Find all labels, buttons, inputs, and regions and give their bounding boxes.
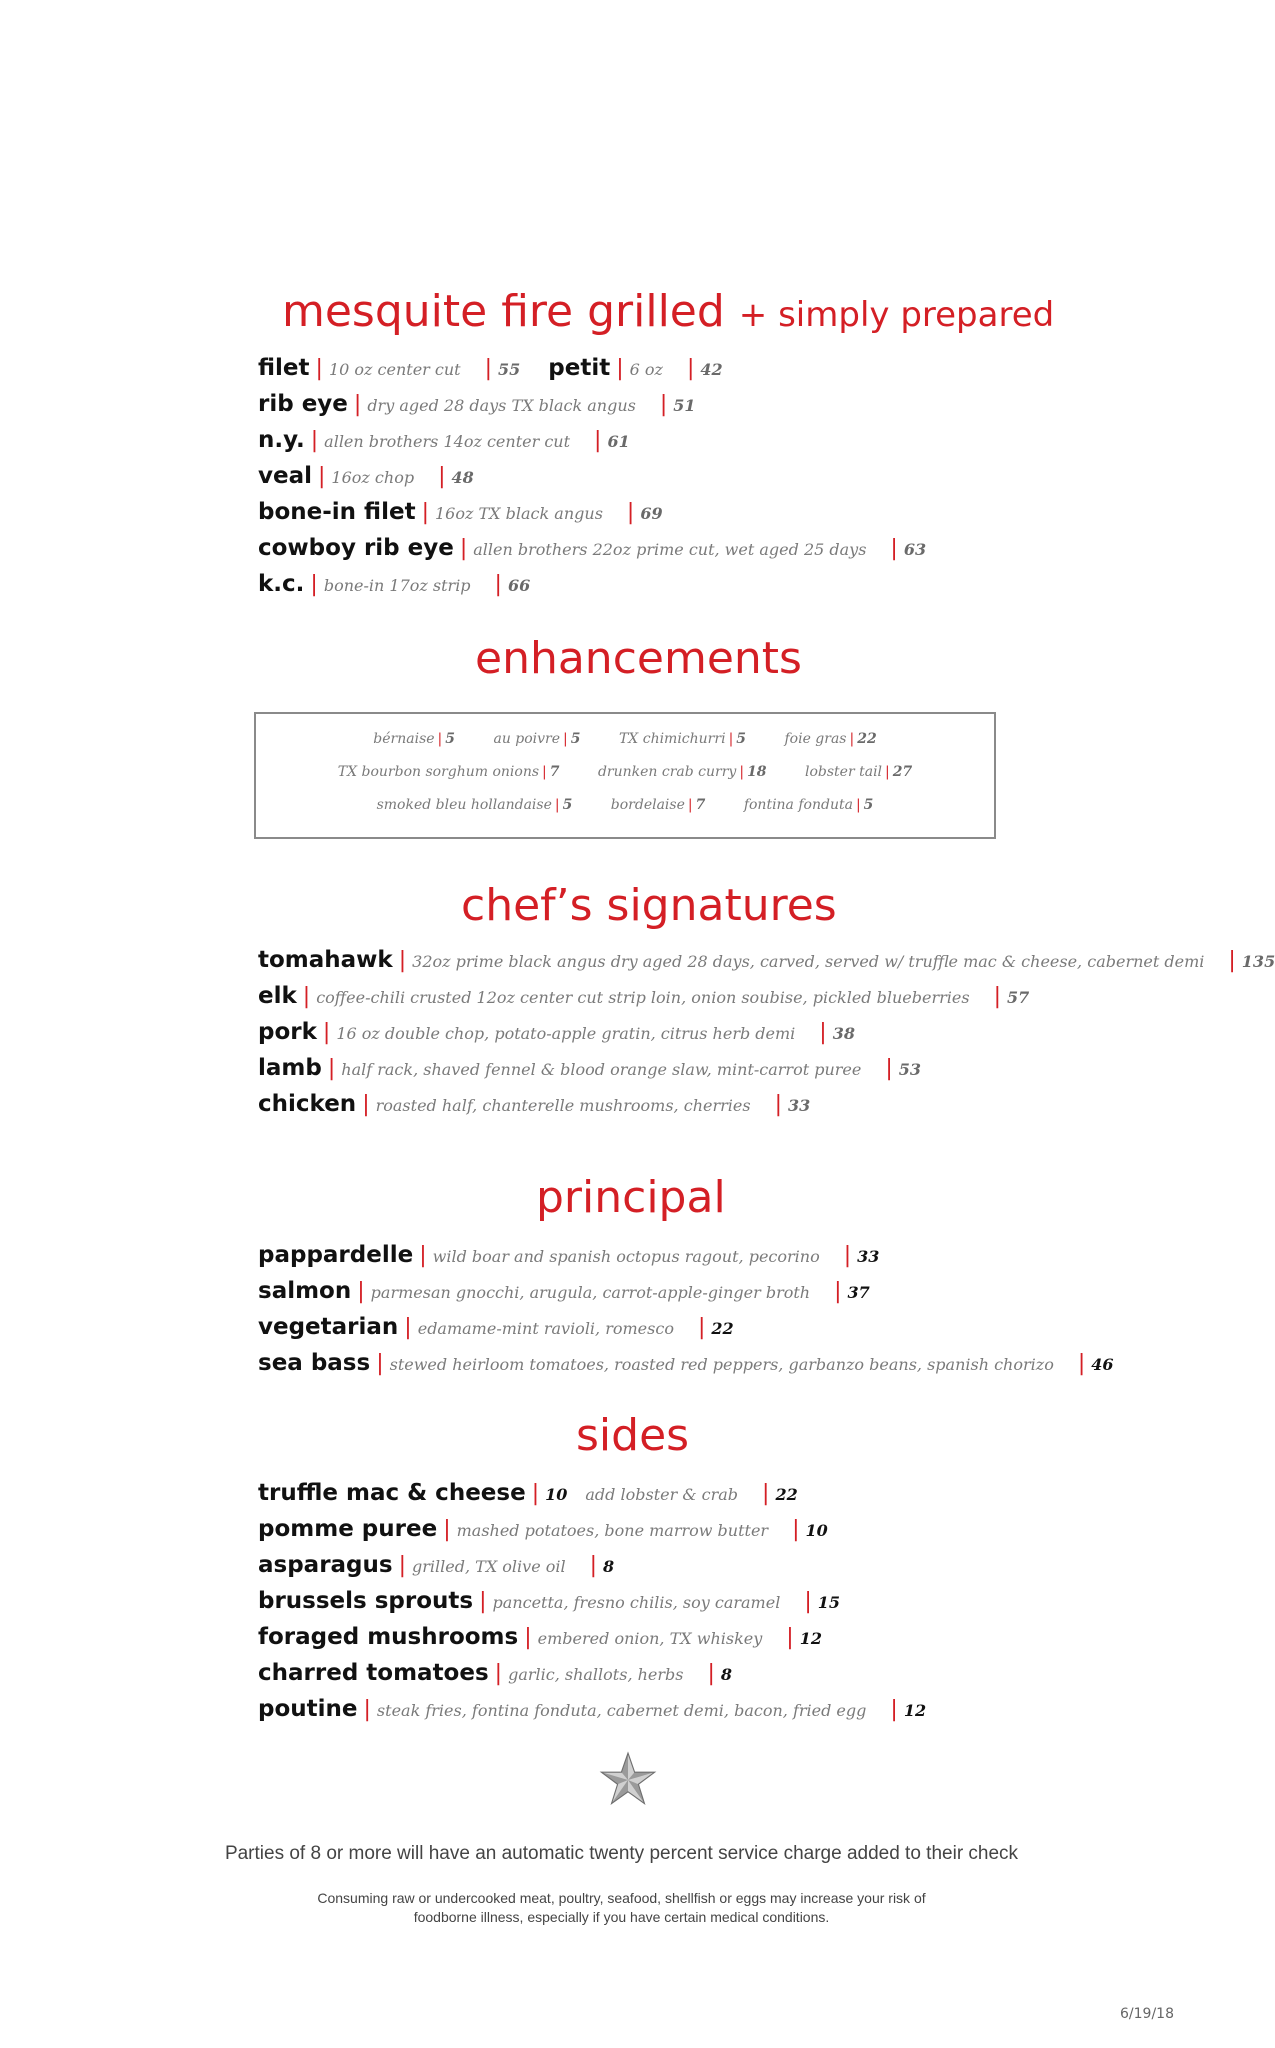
menu-item	[258, 494, 926, 530]
section-title-grilled	[282, 286, 1054, 337]
enhancement-price: 18	[747, 764, 767, 780]
menu-item	[258, 1086, 1275, 1122]
item-price: 12	[799, 1629, 822, 1648]
separator: |	[849, 731, 855, 747]
enhancement-item	[611, 797, 706, 813]
item-price: 10	[805, 1521, 828, 1540]
separator: |	[728, 731, 734, 747]
separator: |	[315, 356, 323, 381]
item-price: 46	[1091, 1355, 1114, 1374]
enhancements-row	[256, 764, 994, 780]
enhancements-row	[256, 797, 994, 813]
enhancement-item	[493, 731, 580, 747]
separator: |	[819, 1020, 827, 1045]
enhancements-row	[256, 731, 994, 747]
item-price: 33	[857, 1247, 880, 1266]
item-desc: steak fries, fontina fonduta, cabernet demi, bacon, fried egg	[376, 1701, 867, 1720]
section-title-signatures: chef’s signatures	[461, 880, 837, 931]
item-desc: 6 oz	[629, 360, 663, 379]
separator: |	[479, 1589, 487, 1614]
enhancement-name: au poivre	[493, 731, 561, 747]
separator: |	[1077, 1351, 1086, 1376]
menu-item	[258, 1511, 926, 1547]
separator: |	[363, 1697, 371, 1722]
separator: |	[398, 948, 407, 973]
item-desc: 32oz prime black angus dry aged 28 days, carved, served w/ truffle mac & cheese, cabernet demi	[412, 952, 1205, 971]
item-desc: bone-in 17oz strip	[323, 576, 471, 595]
item-name: vegetarian	[258, 1314, 399, 1340]
item-desc: stewed heirloom tomatoes, roasted red peppers, garbanzo beans, spanish chorizo	[389, 1355, 1054, 1374]
enhancement-price: 5	[445, 731, 456, 747]
enhancement-name: TX bourbon sorghum onions	[337, 764, 540, 780]
item-name: n.y.	[258, 427, 305, 453]
item-desc: dry aged 28 days TX black angus	[367, 396, 636, 415]
separator: |	[626, 500, 635, 525]
enhancement-price: 5	[570, 731, 581, 747]
menu-item	[258, 1050, 1275, 1086]
item-name: salmon	[258, 1278, 352, 1304]
item-name: veal	[258, 463, 312, 489]
separator: |	[792, 1517, 800, 1542]
item-name: k.c.	[258, 571, 305, 597]
item-price: 135	[1241, 952, 1275, 971]
enhancement-price: 5	[736, 731, 747, 747]
separator: |	[786, 1625, 794, 1650]
menu-item	[258, 530, 926, 566]
item-price: 33	[787, 1096, 811, 1115]
item-desc: roasted half, chanterelle mushrooms, cherries	[375, 1096, 751, 1115]
separator: |	[697, 1315, 706, 1340]
enhancement-item	[744, 797, 874, 813]
separator: |	[616, 356, 624, 381]
enhancement-name: bordelaise	[610, 797, 685, 813]
sides-list	[258, 1475, 926, 1727]
item-desc: half rack, shaved fennel & blood orange slaw, mint-carrot puree	[341, 1060, 862, 1079]
enhancements-box	[254, 712, 996, 839]
item-desc: 16 oz double chop, potato-apple gratin, citrus herb demi	[336, 1024, 796, 1043]
item-price: 10	[545, 1485, 568, 1504]
item-name: petit	[548, 355, 611, 381]
consumer-advisory-line: Consuming raw or undercooked meat, poultry, seafood, shellfish or eggs may increase your risk of	[317, 1890, 926, 1906]
item-name: brussels sprouts	[258, 1588, 474, 1614]
item-price: 22	[711, 1319, 734, 1338]
principal-list	[258, 1237, 1114, 1381]
item-name: truffle mac & cheese	[258, 1480, 526, 1506]
item-desc: pancetta, fresno chilis, soy caramel	[492, 1593, 781, 1612]
item-name: asparagus	[258, 1552, 393, 1578]
grilled-subtitle: + simply prepared	[738, 295, 1055, 335]
separator: |	[494, 1661, 503, 1686]
separator: |	[437, 731, 443, 747]
item-desc: allen brothers 14oz center cut	[324, 432, 571, 451]
separator: |	[594, 428, 602, 453]
menu-item	[258, 1273, 1114, 1309]
enhancement-item	[598, 764, 767, 780]
item-price: 61	[607, 432, 630, 451]
item-price: 37	[847, 1283, 870, 1302]
item-price: 12	[903, 1701, 927, 1720]
item-desc: wild boar and spanish octopus ragout, pecorino	[432, 1247, 820, 1266]
enhancement-price: 5	[863, 797, 874, 813]
enhancement-name: drunken crab curry	[597, 764, 737, 780]
menu-item	[258, 978, 1275, 1014]
enhancement-price: 27	[892, 764, 913, 780]
separator: |	[310, 572, 318, 597]
section-title-sides: sides	[576, 1410, 690, 1461]
item-price: 55	[498, 360, 521, 379]
enhancement-item	[377, 797, 573, 813]
item-name: pomme puree	[258, 1516, 438, 1542]
item-desc: 10 oz center cut	[328, 360, 461, 379]
separator: |	[484, 356, 493, 381]
separator: |	[890, 1697, 898, 1722]
separator: |	[855, 797, 861, 813]
item-price: 69	[640, 504, 663, 523]
separator: |	[443, 1517, 451, 1542]
item-price: 51	[673, 396, 696, 415]
item-name: pappardelle	[258, 1242, 414, 1268]
enhancement-item	[338, 764, 560, 780]
enhancement-name: fontina fonduta	[743, 797, 853, 813]
star-icon	[600, 1752, 656, 1808]
menu-item	[258, 458, 926, 494]
menu-item	[258, 942, 1275, 978]
enhancement-item	[784, 731, 876, 747]
separator: |	[357, 1279, 365, 1304]
menu-item	[258, 1237, 1114, 1273]
item-name: chicken	[258, 1091, 357, 1117]
menu-item	[258, 350, 926, 386]
item-name: foraged mushrooms	[258, 1624, 519, 1650]
enhancement-price: 7	[695, 797, 706, 813]
enhancement-name: lobster tail	[805, 764, 883, 780]
separator: |	[707, 1661, 715, 1686]
menu-date: 6/19/18	[1120, 2006, 1174, 2022]
separator: |	[322, 1020, 331, 1045]
separator: |	[419, 1243, 427, 1268]
separator: |	[362, 1092, 370, 1117]
item-name: filet	[258, 355, 310, 381]
item-name: pork	[258, 1019, 317, 1045]
item-price: 63	[903, 540, 927, 559]
item-desc: edamame-mint ravioli, romesco	[417, 1319, 674, 1338]
separator: |	[804, 1589, 812, 1614]
item-desc: parmesan gnocchi, arugula, carrot-apple-ginger broth	[370, 1283, 811, 1302]
item-name: elk	[258, 983, 297, 1009]
signatures-list	[258, 942, 1275, 1122]
separator: |	[376, 1351, 384, 1376]
menu-item	[258, 1475, 926, 1511]
enhancement-price: 5	[562, 797, 573, 813]
item-price: 48	[451, 468, 474, 487]
item-price: 22	[775, 1485, 798, 1504]
menu-item	[258, 386, 926, 422]
item-name: rib eye	[258, 391, 348, 417]
consumer-advisory	[0, 1889, 1243, 1927]
separator: |	[438, 464, 446, 489]
separator: |	[542, 764, 547, 780]
separator: |	[1228, 948, 1236, 973]
separator: |	[318, 464, 326, 489]
menu-item	[258, 1309, 1114, 1345]
enhancement-item	[619, 731, 746, 747]
menu-item	[258, 1547, 926, 1583]
service-charge-note: Parties of 8 or more will have an automatic twenty percent service charge added to their check	[224, 1843, 1019, 1864]
menu-item	[258, 1655, 926, 1691]
item-name: bone-in filet	[258, 499, 416, 525]
grilled-title: mesquite fire grilled	[282, 286, 725, 337]
item-price: 8	[603, 1557, 615, 1576]
separator: |	[885, 1056, 893, 1081]
menu-item	[258, 422, 926, 458]
item-name: poutine	[258, 1696, 358, 1722]
item-price: 15	[817, 1593, 840, 1612]
enhancement-name: bérnaise	[373, 731, 435, 747]
separator: |	[531, 1481, 540, 1506]
item-price: 42	[700, 360, 723, 379]
enhancement-name: smoked bleu hollandaise	[376, 797, 552, 813]
separator: |	[762, 1481, 770, 1506]
separator: |	[686, 356, 695, 381]
separator: |	[659, 392, 668, 417]
separator: |	[302, 984, 311, 1009]
enhancement-item	[373, 731, 455, 747]
separator: |	[524, 1625, 532, 1650]
separator: |	[494, 572, 502, 597]
menu-item	[258, 1583, 926, 1619]
item-desc: coffee-chili crusted 12oz center cut strip loin, onion soubise, pickled blueberries	[316, 988, 970, 1007]
section-title-principal: principal	[536, 1172, 726, 1223]
separator: |	[589, 1553, 598, 1578]
menu-item	[258, 566, 926, 602]
item-price: 57	[1007, 988, 1030, 1007]
grilled-list	[258, 350, 926, 602]
enhancement-name: foie gras	[784, 731, 847, 747]
separator: |	[421, 500, 429, 525]
separator: |	[993, 984, 1001, 1009]
separator: |	[398, 1553, 407, 1578]
menu-item	[258, 1691, 926, 1727]
separator: |	[774, 1092, 782, 1117]
separator: |	[310, 428, 319, 453]
separator: |	[843, 1243, 852, 1268]
item-name: sea bass	[258, 1350, 371, 1376]
item-name: charred tomatoes	[258, 1660, 489, 1686]
item-name: lamb	[258, 1055, 322, 1081]
separator: |	[890, 536, 898, 561]
section-title-enhancements: enhancements	[475, 633, 802, 684]
item-price: 38	[832, 1024, 855, 1043]
separator: |	[459, 536, 468, 561]
enhancement-item	[805, 764, 912, 780]
item-price: 66	[507, 576, 531, 595]
separator: |	[563, 731, 568, 747]
menu-item	[258, 1345, 1114, 1381]
item-name: cowboy rib eye	[258, 535, 454, 561]
item-desc: allen brothers 22oz prime cut, wet aged 25 days	[473, 540, 867, 559]
item-desc: mashed potatoes, bone marrow butter	[456, 1521, 769, 1540]
enhancement-price: 7	[549, 764, 560, 780]
separator: |	[327, 1056, 336, 1081]
item-desc: 16oz chop	[331, 468, 415, 487]
item-desc: embered onion, TX whiskey	[537, 1629, 763, 1648]
separator: |	[885, 764, 890, 780]
separator: |	[739, 764, 745, 780]
separator: |	[554, 797, 560, 813]
menu-item	[258, 1014, 1275, 1050]
item-price: 8	[720, 1665, 733, 1684]
separator: |	[834, 1279, 842, 1304]
enhancement-price: 22	[857, 731, 877, 747]
separator: |	[687, 797, 693, 813]
item-price: 53	[898, 1060, 922, 1079]
item-desc: add lobster & crab	[585, 1485, 739, 1504]
item-name: tomahawk	[258, 947, 393, 973]
item-desc: garlic, shallots, herbs	[508, 1665, 684, 1684]
consumer-advisory-line: foodborne illness, especially if you have certain medical conditions.	[413, 1909, 830, 1925]
separator: |	[353, 392, 362, 417]
menu-item	[258, 1619, 926, 1655]
enhancement-name: TX chimichurri	[618, 731, 726, 747]
separator: |	[404, 1315, 412, 1340]
item-desc: 16oz TX black angus	[435, 504, 603, 523]
item-desc: grilled, TX olive oil	[412, 1557, 566, 1576]
